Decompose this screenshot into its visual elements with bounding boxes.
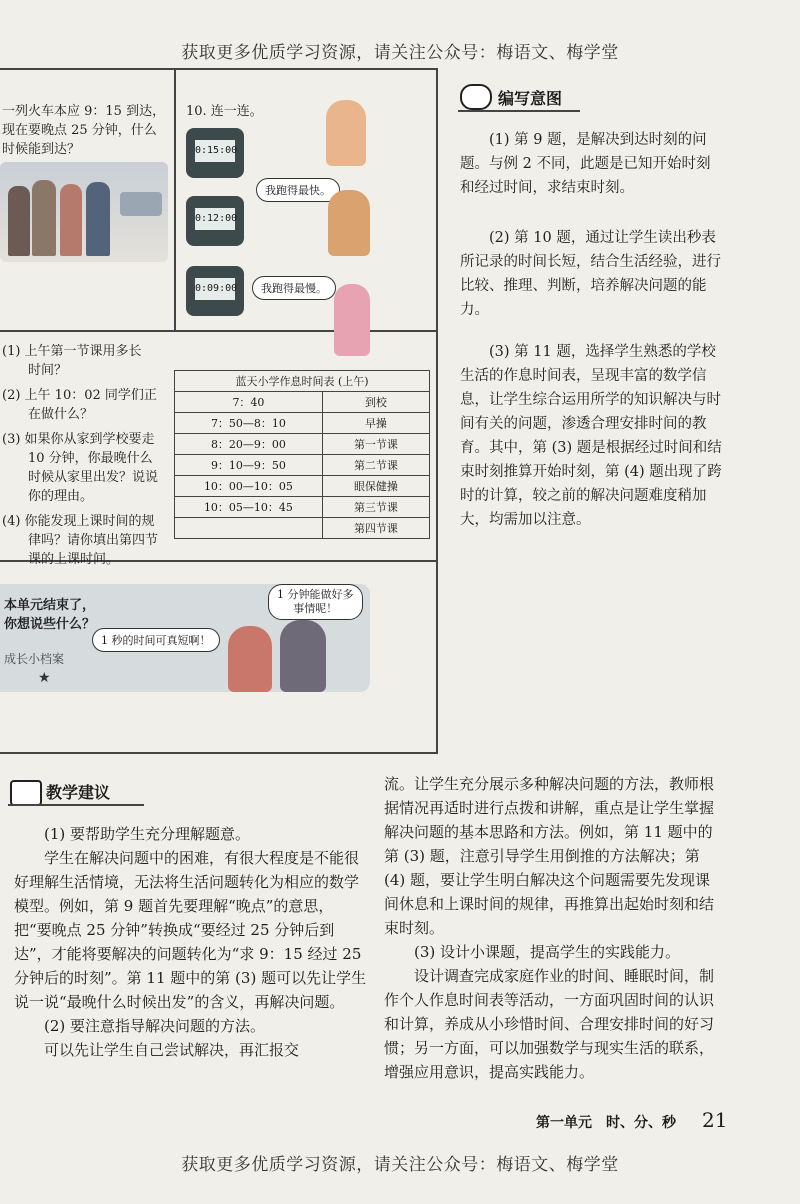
child-illustration	[334, 284, 370, 356]
suggestion-icon	[10, 780, 42, 806]
child-illustration	[280, 620, 326, 692]
divider	[458, 110, 580, 112]
suggestion-heading: 教学建议	[46, 783, 111, 802]
suggestion-right: 流。让学生充分展示多种解决问题的方法，教师根据情况再适时进行点拨和讲解，重点是让学生掌握解决问题的基本思路和方法。例如，第 11 题中的第 (3) 题，注意引导学生用倒推的方法解决；第 (4) 题，要让学生明白解决这个问题需要先发现课间休息和上课时间的规律，再推算出起始时刻和结束时刻。 (3) 设计小课题，提高学生的实践能力。 设计调查完成家庭作业的时间、睡眠时间，制作个人作息时间表等活动，一方面巩固时间的认识和计算，养成从小珍惜时间、合理安排时间的好习惯；另一方面，可以加强数学与现实生活的联系，增强应用意识，提高实践能力。	[384, 775, 715, 1081]
exercise-9: 一列火车本应 9：15 到达， 现在要晚点 25 分钟，什么 时候能到达？	[2, 104, 166, 157]
book-icon	[460, 84, 492, 110]
speech-bubble: 我跑得最快。	[256, 178, 340, 202]
unit-label: 第一单元 时、分、秒	[536, 1115, 676, 1131]
divider	[8, 804, 144, 806]
table-row: 8：20—9：00 第一节课	[175, 434, 430, 455]
table-row: 10：05—10：45 第三节课	[175, 497, 430, 518]
table-row: 10：00—10：05 眼保健操	[175, 476, 430, 497]
child-illustration	[228, 626, 272, 692]
stopwatch-icon: 0:15:00	[186, 128, 244, 178]
watermark-bottom: 获取更多优质学习资源，请关注公众号：梅语文、梅学堂	[181, 1155, 619, 1175]
watermark-top: 获取更多优质学习资源，请关注公众号：梅语文、梅学堂	[181, 43, 619, 63]
intent-paragraph: (1) 第 9 题，是解决到达时刻的问题。与例 2 不同，此题是已知开始时刻和经过时间，求结束时刻。	[460, 132, 711, 196]
child-illustration	[326, 100, 366, 166]
table-row: 7：50—8：10 早操	[175, 413, 430, 434]
table-title: 蓝天小学作息时间表 (上午)	[175, 371, 430, 392]
stopwatch-icon: 0:12:00	[186, 196, 244, 246]
speech-bubble: 1 秒的时间可真短啊！	[92, 628, 220, 652]
schedule-table	[174, 370, 430, 539]
star-icon: ★	[38, 670, 51, 686]
page-number: 21	[702, 1108, 728, 1132]
intent-paragraph: (3) 第 11 题，选择学生熟悉的学校生活的作息时间表，呈现丰富的数学信息，让学生综合运用所学的知识解决与时间有关的问题，渗透合理安排时间的教育。其中，第 (3) 题是根据经过时间和结束时刻推算开始时刻，第 (4) 题出现了跨时的计算，较之前的解决问题难度稍加大，均需加以注意。	[460, 344, 722, 528]
divider	[0, 330, 438, 332]
suggestion-left: (1) 要帮助学生充分理解题意。 学生在解决问题中的困难，有很大程度是不能很好理解生活情境，无法将生活问题转化为相应的数学模型。例如，第 9 题首先要理解“晚点”的意思，把“要晚点 25 分钟”转换成“要经过 25 分钟后到达”，才能将要解决的问题转化为“求 9：15 经过 25 分钟后的时刻”。第 11 题中的第 (3) 题可以先让学生说一说“最晚什么时候出发”的含义，再解决问题。 (2) 要注意指导解决问题的方法。 可以先让学生自己尝试解决，再汇报交	[14, 825, 367, 1059]
speech-bubble: 1 分钟能做好多 事情呢！	[268, 584, 363, 620]
table-row: 第四节课	[175, 518, 430, 539]
intent-paragraph: (2) 第 10 题，通过让学生读出秒表所记录的时间长短，结合生活经验，进行比较、推理、判断，培养解决问题的能力。	[460, 230, 721, 318]
divider	[174, 70, 176, 330]
exercise-10-title: 10. 连一连。	[186, 104, 263, 119]
table-row: 9：10—9：50 第二节课	[175, 455, 430, 476]
child-illustration	[328, 190, 370, 256]
speech-bubble: 我跑得最慢。	[252, 276, 336, 300]
table-row: 7：40 到校	[175, 392, 430, 413]
exercise-11-questions: (1) 上午第一节课用多长 时间？ (2) 上午 10：02 同学们正 在做什么？ (3) 如果你从家到学校要走 10 分钟，你最晚什么 时候从家里出发？说说 你的理由。 (4) 你能发现上课时间的规 律吗？请你填出第四节 课的上课时间。	[2, 344, 159, 567]
intent-heading: 编写意图	[498, 89, 563, 108]
stopwatch-icon: 0:09:00	[186, 266, 244, 316]
train-station-illustration	[0, 162, 168, 262]
unit-end-prompt: 本单元结束了， 你想说些什么？	[4, 598, 96, 632]
archive-label: 成长小档案	[4, 652, 65, 666]
